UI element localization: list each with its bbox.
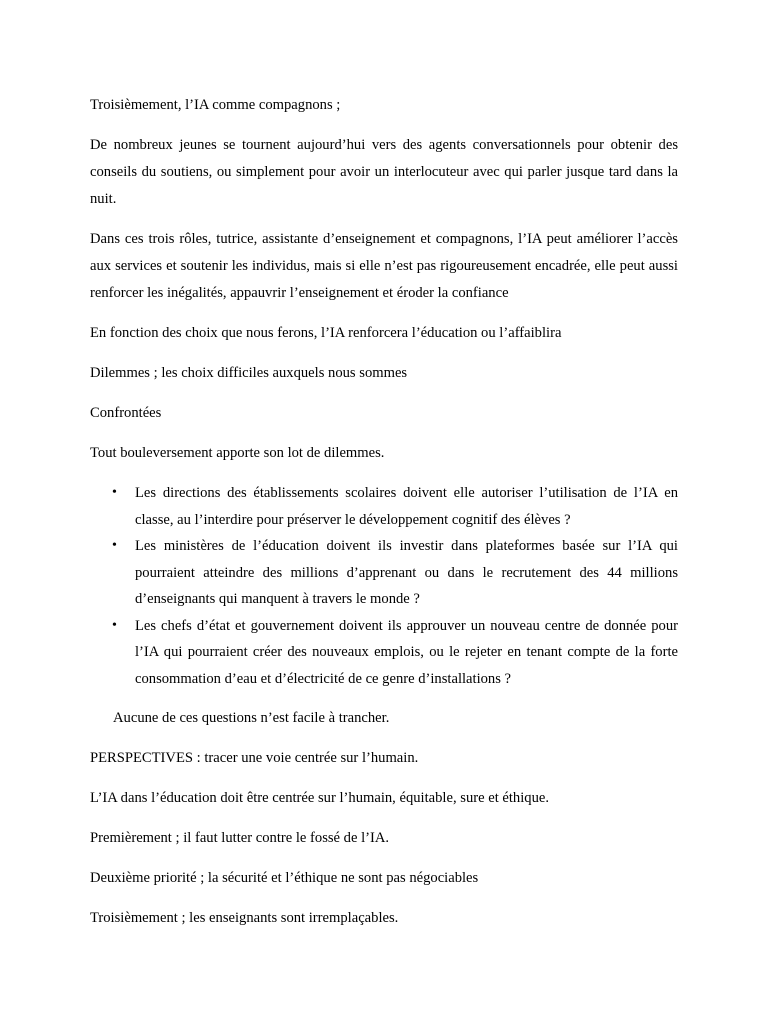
heading-dilemmas-continued: Confrontées xyxy=(90,405,162,421)
paragraph-young-people: De nombreux jeunes se tournent aujourd’hui vers des agents conversationnels pour obtenir des conseils du soutiens, ou simplement pour avoir un interlocuteur avec qui parler jusque tard dans la nuit. xyxy=(90,137,678,207)
paragraph-first-priority: Premièrement ; il faut lutter contre le fossé de l’IA. xyxy=(90,830,390,846)
bullet-icon: • xyxy=(112,538,117,553)
paragraph-third-priority: Troisièmement ; les enseignants sont irremplaçables. xyxy=(90,910,399,926)
bullet-item xyxy=(90,480,678,533)
dilemmas-bullet-list xyxy=(90,480,678,692)
bullet-text: Les directions des établissements scolaires doivent elle autoriser l’utilisation de l’IA en classe, au l’interdire pour préserver le développement cognitif des élèves ? xyxy=(135,485,678,528)
paragraph-human-centered: L’IA dans l’éducation doit être centrée sur l’humain, équitable, sure et éthique. xyxy=(90,790,550,806)
document-body xyxy=(90,92,678,945)
bullet-text: Les ministères de l’éducation doivent ils investir dans plateformes basée sur l’IA qui pourraient atteindre des millions d’apprenant ou dans le recrutement des 44 millions d’enseignants qui manquent à travers le monde ? xyxy=(135,538,678,607)
heading-dilemmas: Dilemmes ; les choix difficiles auxquels nous sommes xyxy=(90,365,408,381)
bullet-item xyxy=(90,533,678,613)
heading-perspectives: PERSPECTIVES : tracer une voie centrée sur l’humain. xyxy=(90,750,419,766)
bullet-item xyxy=(90,613,678,693)
paragraph-choices: En fonction des choix que nous ferons, l’IA renforcera l’éducation ou l’affaiblira xyxy=(90,325,562,341)
bullet-icon: • xyxy=(112,485,117,500)
paragraph-three-roles: Dans ces trois rôles, tutrice, assistante d’enseignement et compagnons, l’IA peut améliorer l’accès aux services et soutenir les individus, mais si elle n’est pas rigoureusement encadrée, elle peut aussi renforcer les inégalités, appauvrir l’enseignement et éroder la confiance xyxy=(90,231,678,301)
bullet-text: Les chefs d’état et gouvernement doivent ils approuver un nouveau centre de donnée pour l’IA qui pourraient créer des nouveaux emplois, ou le rejeter en tenant compte de la forte consommation d’eau et d’électricité de ce genre d’installations ? xyxy=(135,617,678,687)
paragraph-second-priority: Deuxième priorité ; la sécurité et l’éthique ne sont pas négociables xyxy=(90,870,479,886)
paragraph-upheaval: Tout bouleversement apporte son lot de dilemmes. xyxy=(90,445,385,461)
bullet-icon: • xyxy=(112,617,117,633)
paragraph-no-easy-answer: Aucune de ces questions n’est facile à trancher. xyxy=(113,710,390,726)
paragraph-companions-intro: Troisièmement, l’IA comme compagnons ; xyxy=(90,97,341,113)
